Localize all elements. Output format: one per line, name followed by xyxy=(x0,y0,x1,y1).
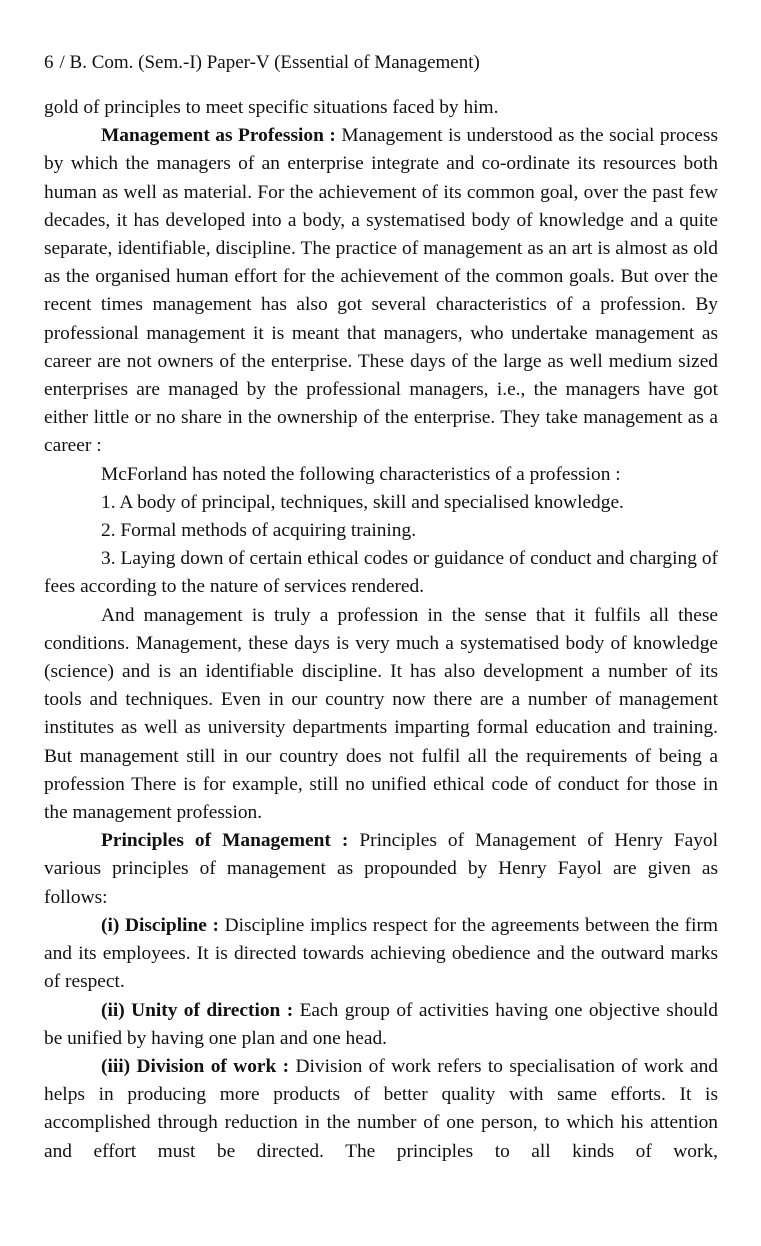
document-page xyxy=(44,50,718,1166)
principle-heading: (iii) Division of work : xyxy=(101,1055,290,1077)
running-title: / B. Com. (Sem.-I) Paper-V (Essential of Management) xyxy=(59,52,480,73)
principle-heading: (ii) Unity of direction : xyxy=(101,999,294,1021)
list-item-1: 1. A body of principal, techniques, skill and specialised knowledge. xyxy=(101,491,624,513)
paragraph-continuation: gold of principles to meet specific situations faced by him. xyxy=(44,97,499,118)
paragraph-management-as-profession: Management as Profession : Management is understood as the social process by which the managers of an enterprise integrate and co-ordinate its resources both human as well as material. For the achievement of its common goal, over the past few decades, it has developed into a body, a systematised body of knowledge and a quite separate, identifiable, discipline. The practice of management as an art is almost as old as the organised human effort for the achievement of the common goals. But over the recent times management has also got several characteristics of a profession. By professional management it is meant that managers, who undertake management as career are not owners of the enterprise. These days of the large as well medium sized enterprises are managed by the professional managers, i.e., the managers have got either little or no share in the ownership of the enterprise. They take management as a career : xyxy=(44,125,718,457)
section-heading: Management as Profession : xyxy=(101,125,336,147)
list-item-3: 3. Laying down of certain ethical codes or guidance of conduct and charging of fees according to the nature of services rendered. xyxy=(44,548,718,598)
paragraph-profession-conditions: And management is truly a profession in the sense that it fulfils all these conditions. Management, these days is very much a systematised body of knowledge (science) and is an identifiable discipline. It has also development a number of its tools and techniques. Even in our country now there are a number of management institutes as well as university departments imparting formal education and training. But management still in our country does not fulfil all the requirements of being a profession There is for example, still no unified ethical code of conduct for those in the management profession. xyxy=(44,604,718,824)
list-item-2: 2. Formal methods of acquiring training. xyxy=(101,520,417,542)
page-number: 6 xyxy=(44,52,54,73)
paragraph-unity-of-direction: (ii) Unity of direction : Each group of activities having one objective should be unified by having one plan and one head. xyxy=(44,999,719,1049)
section-heading: Principles of Management : xyxy=(101,830,349,852)
paragraph-principles-of-management: Principles of Management : Principles of Management of Henry Fayol various principles of management as propounded by Henry Fayol are given as follows: xyxy=(44,830,719,908)
body-text xyxy=(44,94,718,1166)
paragraph-discipline: (i) Discipline : Discipline implics respect for the agreements between the firm and its employees. It is directed towards achieving obedience and the outward marks of respect. xyxy=(44,914,718,993)
principle-heading: (i) Discipline : xyxy=(101,914,219,936)
paragraph-division-of-work: (iii) Division of work : Division of work refers to specialisation of work and helps in producing more products of better quality with same efforts. It is accomplished through reduction in the number of one person, to which his attention and effort must be directed. The principles to all kinds of work, xyxy=(44,1055,718,1162)
running-header xyxy=(44,50,718,76)
paragraph-mcforland-intro: McForland has noted the following characteristics of a profession : xyxy=(101,463,621,485)
